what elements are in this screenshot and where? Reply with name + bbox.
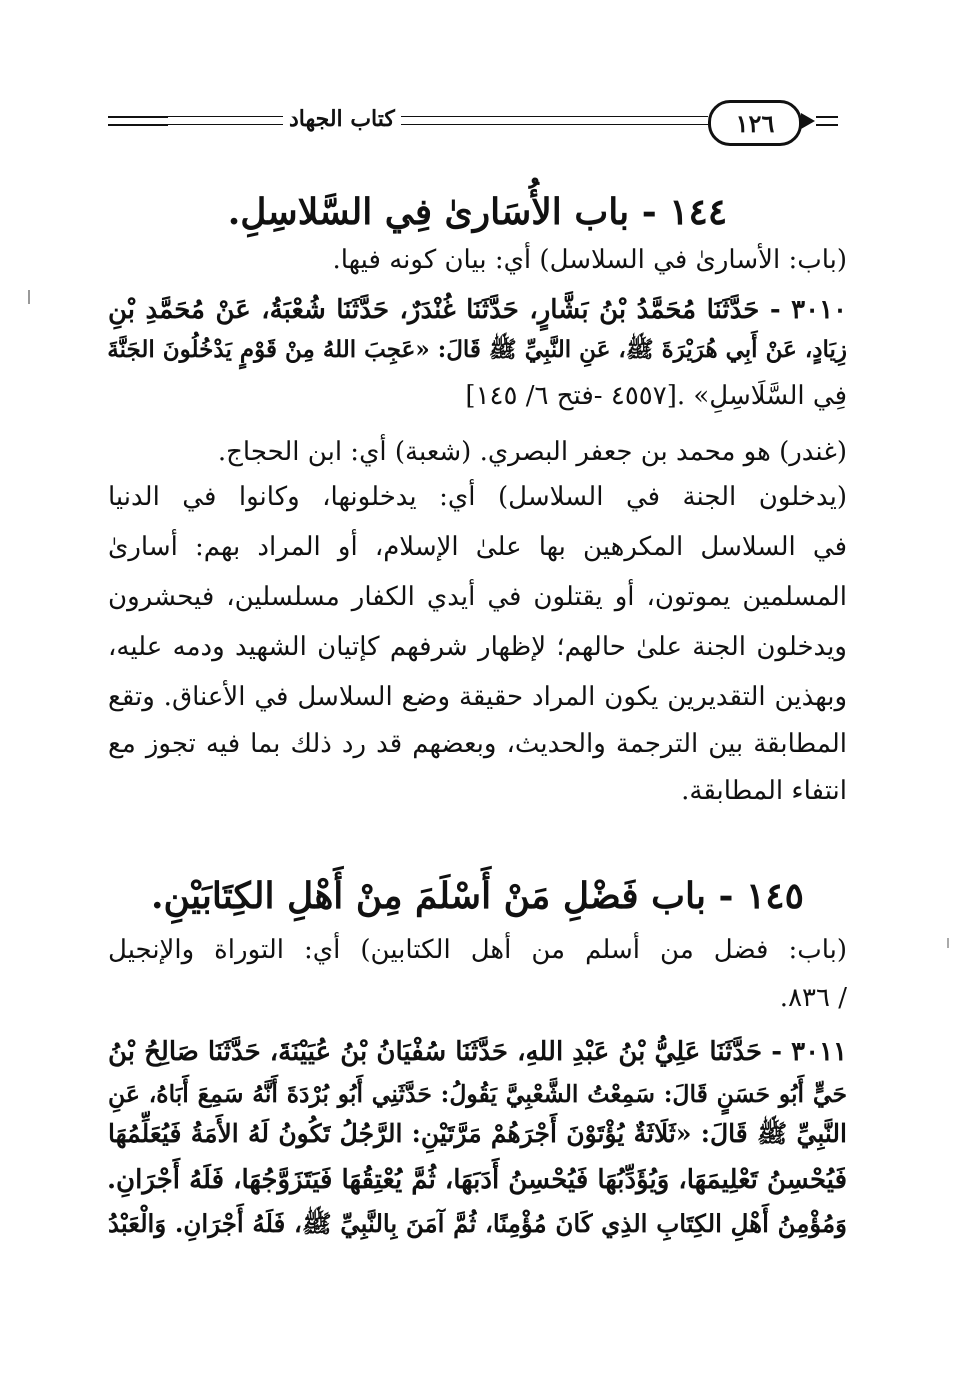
section-144-commentary-4: المسلمين يموتون، أو يقتلون في أيدي الكفار مسلسلين، فيحشرون: [108, 582, 847, 612]
section-144-hadith-line-1: ٣٠١٠ - حَدَّثَنَا مُحَمَّدُ بْنُ بَشَّارٍ، حَدَّثَنَا غُنْدَرٌ، حَدَّثَنَا شُعْبَةُ، عَنْ مُحَمَّدِ بْنِ: [108, 295, 847, 325]
section-144-commentary-1: (غندر) هو محمد بن جعفر البصري. (شعبة) أي: ابن الحجاج.: [217, 437, 847, 467]
header-rule-left-2: [108, 124, 168, 126]
section-145-title: ١٤٥ - باب فَضْلِ مَنْ أَسْلَمَ مِنْ أَهْلِ الكِتَابَيْنِ.: [151, 875, 804, 917]
header-rule-mid-2: [168, 124, 708, 125]
section-144-title: ١٤٤ - باب الأُسَارىٰ فِي السَّلاسِلِ.: [227, 191, 728, 233]
section-145-hadith-line-4: فَيُحْسِنُ تَعْلِيمَهَا، وَيُؤَدِّبُهَا فَيُحْسِنُ أَدَبَهَا، ثُمَّ يُعْتِقُهَا فَيَتَزَوَّجُهَا، فَلَهُ أَجْرَانِ.: [107, 1165, 847, 1195]
scan-mark: [28, 290, 30, 304]
section-144-hadith-line-2: زِيَادٍ، عَنْ أَبِي هُرَيْرَةَ ﷺ، عَنِ النَّبِيِّ ﷺ قَالَ: «عَجِبَ اللهُ مِنْ قَوْمٍ يَدْخُلُونَ الجَنَّةَ: [107, 336, 847, 363]
section-144-commentary-5: ويدخلون الجنة علىٰ حالهم؛ لإظهار شرفهم كإتيان الشهيد ودمه عليه،: [108, 632, 847, 662]
section-145-hadith-line-5: وَمُؤْمِنُ أَهْلِ الكِتَابِ الذِي كَانَ مُؤْمِنًا، ثُمَّ آمَنَ بِالنَّبِيِّ ﷺ، فَلَهُ أَجْرَانِ. وَالْعَبْدُ: [108, 1209, 847, 1238]
header-rule-mid-1: [168, 116, 708, 117]
section-144-hadith-line-3: فِي السَّلَاسِلِ» .[٤٥٥٧ -فتح ٦/ ١٤٥]: [465, 381, 847, 411]
section-144-commentary-6: وبهذين التقديرين يكون المراد حقيقة وضع السلاسل في الأعناق. وتقع: [108, 682, 847, 712]
section-145-line-2: / ٨٣٦.: [779, 983, 847, 1013]
page-number: ١٢٦: [708, 100, 802, 146]
section-144-commentary-7: المطابقة بين الترجمة والحديث، وبعضهم قد رد ذلك بما فيه تجوز مع: [108, 729, 847, 759]
section-144-line-1: (باب: الأسارىٰ في السلاسل) أي: بيان كونه فيها.: [332, 245, 847, 275]
header-rule-left-1: [108, 116, 168, 118]
section-145-hadith-line-1: ٣٠١١ - حَدَّثَنَا عَلِيُّ بْنُ عَبْدِ اللهِ، حَدَّثَنَا سُفْيَانُ بْنُ عُيَيْنَةَ، حَدَّثَنَا صَالِحُ بْنُ: [108, 1037, 847, 1067]
section-144-commentary-3: في السلاسل المكرهين بها علىٰ الإسلام، أو المراد بهم: أسارىٰ: [108, 532, 847, 562]
header-rule-right-2: [816, 124, 838, 126]
section-144-commentary-8: انتفاء المطابقة.: [681, 776, 847, 806]
scan-mark: [947, 938, 949, 948]
page-header: [108, 100, 838, 146]
section-145-hadith-line-2: حَيٍّ أَبُو حَسَنٍ قَالَ: سَمِعْتُ الشَّعْبِيَّ يَقُولُ: حَدَّثَنِي أَبُو بُرْدَةَ أَنَّهُ سَمِعَ أَبَاهُ، عَنِ: [108, 1080, 847, 1108]
running-title: كتاب الجهاد: [283, 106, 401, 132]
section-145-line-1: (باب: فضل من أسلم من أهل الكتابين) أي: التوراة والإنجيل: [108, 935, 847, 965]
section-145-hadith-line-3: النَّبِيِّ ﷺ قَالَ: «ثَلَاثَةٌ يُؤْتَوْنَ أَجْرَهُمْ مَرَّتَيْنِ: الرَّجُلُ تَكُونُ لَهُ الأَمَةُ فَيُعَلِّمُهَا: [108, 1119, 847, 1148]
section-144-commentary-2: (يدخلون الجنة في السلاسل) أي: يدخلونها، وكانوا في الدنيا: [108, 482, 847, 512]
header-rule-right-1: [816, 116, 838, 118]
